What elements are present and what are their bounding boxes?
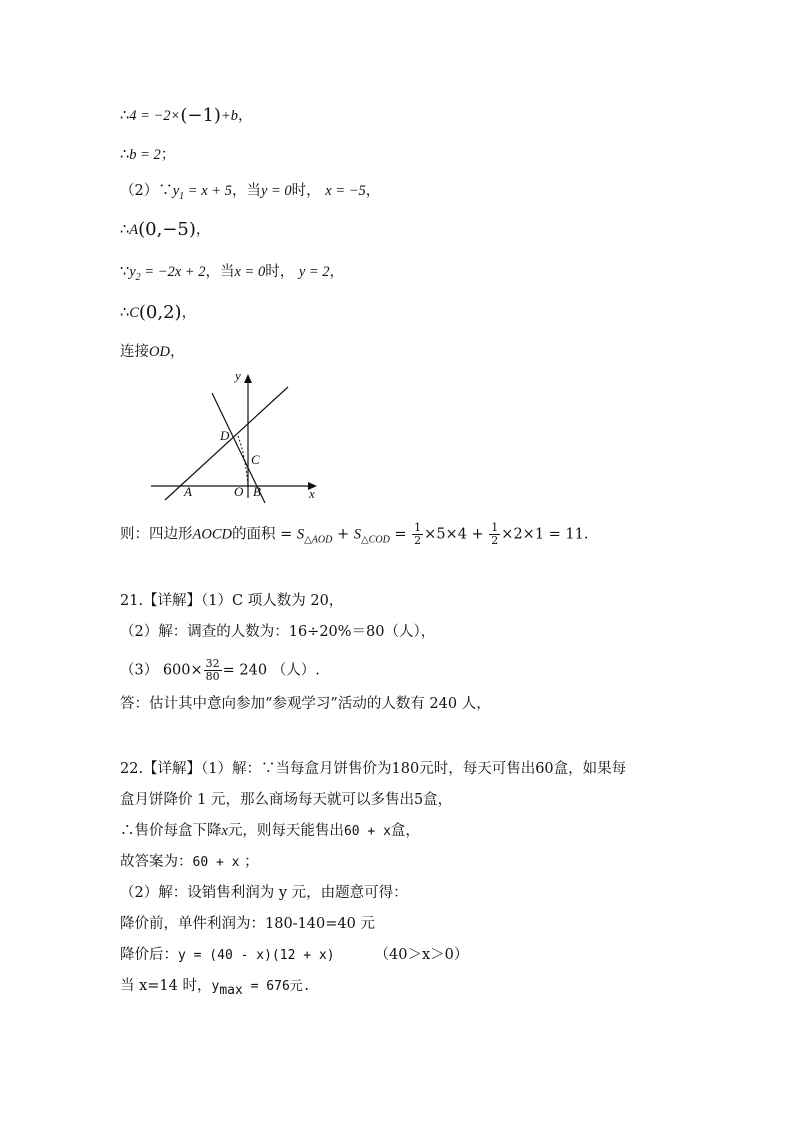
q22-line-1: 22.【详解】（1）解：∵当每盒月饼售价为180元时，每天可售出60盒，如果每: [120, 761, 627, 777]
point-label: A: [129, 222, 139, 238]
condition: （40＞x＞0）: [374, 947, 469, 963]
text: 连接: [120, 344, 149, 360]
result: = 676元.: [242, 979, 311, 994]
text: ；: [239, 854, 259, 870]
therefore-symbol: ∴: [120, 305, 130, 321]
result: y = 2: [298, 264, 330, 280]
segment-OD: [238, 436, 248, 486]
area-symbol: S: [353, 526, 361, 543]
therefore-symbol: ∴: [120, 222, 130, 238]
text: 则：四边形: [120, 526, 193, 543]
numerator: 1: [414, 521, 422, 534]
punct: ，: [195, 222, 211, 238]
part-number: （2）∵: [120, 183, 173, 199]
text: =: [389, 526, 412, 543]
text: ，当: [205, 264, 235, 280]
punct: ，: [169, 344, 185, 360]
q21-line-4: 答：估计其中意向参加“参观学习”活动的人数有 240 人，: [120, 696, 491, 712]
text: 的面积 =: [231, 526, 297, 543]
var-x: x: [221, 823, 228, 839]
var-y: y: [211, 979, 220, 994]
therefore-symbol: ∴: [120, 108, 130, 124]
denominator: 2: [491, 534, 499, 547]
text: ×5×4 +: [424, 526, 489, 543]
text: 时，: [265, 264, 295, 280]
expression: 60 + x: [343, 824, 391, 839]
q22-line-2: 盒月饼降价 1 元，那么商场每天就可以多售出5盒，: [120, 792, 453, 808]
equation-text: +b: [220, 108, 238, 124]
subscript: △COD: [360, 534, 390, 546]
numerator: 32: [205, 657, 220, 670]
text: 盒，: [390, 823, 420, 839]
denominator: 80: [205, 670, 220, 683]
text: 元，则每天能售出: [227, 823, 344, 839]
text: ∴售价每盒下降: [120, 823, 222, 839]
text: = 240 （人）.: [222, 662, 320, 679]
subscript: △AOD: [304, 534, 333, 546]
q22-line-5: （2）解：设销售利润为 y 元，由题意可得：: [120, 885, 408, 901]
q22-line-7: [120, 945, 468, 966]
fraction: [204, 658, 222, 683]
therefore-symbol: ∴: [120, 147, 130, 163]
area-symbol: S: [296, 526, 305, 543]
var-y: y: [129, 264, 136, 280]
line-1: [120, 106, 252, 126]
label-C: C: [251, 452, 260, 467]
condition: y = 0: [260, 183, 292, 199]
result: x = −5: [325, 183, 366, 199]
subscript: 1: [179, 191, 185, 202]
line-6: [120, 303, 196, 323]
text: 故答案为：: [120, 854, 193, 870]
label-A: A: [184, 484, 192, 499]
label-y: y: [235, 368, 241, 383]
q22-line-6: 降价前，单件利润为：180-140=40 元: [120, 916, 375, 932]
because-symbol: ∵: [120, 264, 130, 280]
text: ×2×1 = 11: [501, 526, 584, 543]
subscript: max: [219, 983, 243, 998]
equation-text: b = 2: [129, 147, 161, 163]
segment-label: OD: [149, 344, 170, 360]
line-2: [120, 145, 175, 165]
expression: y = (40 - x)(12 + x): [178, 948, 335, 963]
text: +: [332, 526, 354, 543]
q22-line-3: [120, 821, 420, 842]
subscript: 2: [135, 272, 141, 283]
label-O: O: [234, 484, 244, 499]
q22-line-4: [120, 852, 259, 873]
coordinate: (0,−5): [138, 219, 196, 240]
q21-line-1: 21.【详解】（1）C 项人数为 20，: [120, 593, 344, 609]
line-7: [120, 342, 184, 362]
text: 时，: [291, 183, 321, 199]
text: 降价后：: [120, 947, 178, 963]
line-4: [120, 220, 210, 240]
punct: .: [583, 526, 589, 543]
q22-line-8: [120, 976, 311, 1001]
label-D: D: [220, 428, 230, 443]
equation-text: = −2x + 2: [140, 264, 206, 280]
fraction: [412, 522, 423, 547]
q21-line-3: [120, 658, 320, 683]
text: （3） 600×: [120, 662, 203, 679]
text: ，当: [231, 183, 261, 199]
coordinate: (0,2): [138, 302, 182, 323]
punct: ，: [365, 183, 381, 199]
label-x: x: [309, 486, 315, 501]
punct: ；: [160, 147, 176, 163]
line-3: [120, 181, 380, 207]
point-label: C: [129, 305, 139, 321]
text: 当 x=14 时，: [120, 978, 212, 994]
punct: ，: [237, 108, 253, 124]
q21-line-2: （2）解：调查的人数为：16÷20%＝80（人），: [120, 624, 436, 640]
paren-term: (−1): [180, 105, 221, 126]
expression: 60 + x: [192, 855, 240, 870]
equation-text: = x + 5: [184, 183, 232, 199]
quad-label: AOCD: [192, 526, 232, 543]
punct: ，: [181, 305, 197, 321]
fraction: [489, 522, 500, 547]
condition: x = 0: [234, 264, 266, 280]
var-y: y: [172, 183, 180, 199]
denominator: 2: [414, 534, 422, 547]
line-8: [120, 522, 588, 551]
line-5: [120, 262, 344, 288]
numerator: 1: [491, 521, 499, 534]
coordinate-figure: [145, 366, 325, 506]
label-B: B: [253, 484, 261, 499]
y-axis-arrow: [244, 374, 252, 383]
equation-text: 4 = −2×: [129, 108, 181, 124]
punct: ，: [329, 264, 345, 280]
